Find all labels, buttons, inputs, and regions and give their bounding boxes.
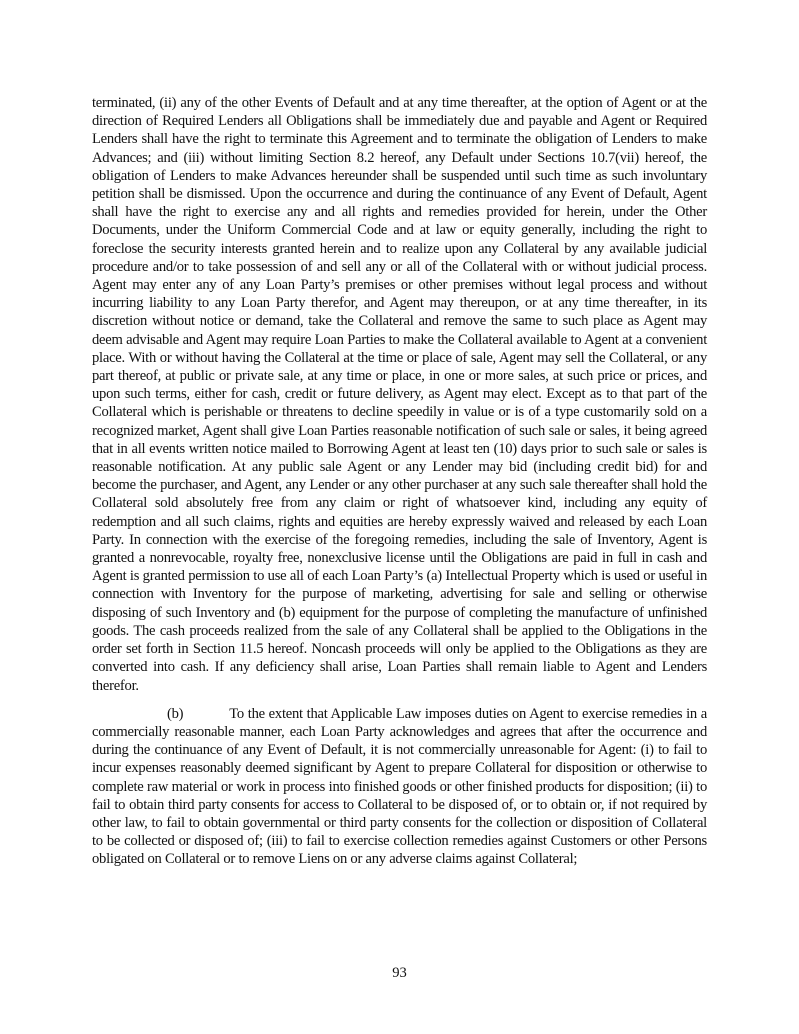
body-paragraph-1: terminated, (ii) any of the other Events of Default and at any time thereafter, at the option of Agent or at the direction of Required Lenders all Obligations shall be immediately due and payable and Agent or Required Lenders shall have the right to terminate this Agreement and to terminate the obligation of Lenders to make Advances; and (iii) without limiting Section 8.2 hereof, any Default under Sections 10.7(vii) hereof, the obligation of Lenders to make Advances hereunder shall be suspended until such time as such involuntary petition shall be dismissed. Upon the occurrence and during the continuance of any Event of Default, Agent shall have the right to exercise any and all rights and remedies provided for herein, under the Other Documents, under the Uniform Commercial Code and at law or equity generally, including the right to foreclose the security interests granted herein and to realize upon any Collateral by any available judicial procedure and/or to take possession of and sell any or all of the Collateral with or without judicial process. Agent may enter any of any Loan Party’s premises or other premises without legal process and without incurring liability to any Loan Party therefor, and Agent may thereupon, or at any time thereafter, in its discretion without notice or demand, take the Collateral and remove the same to such place as Agent may deem advisable and Agent may require Loan Parties to make the Collateral available to Agent at a convenient place. With or without having the Collateral at the time or place of sale, Agent may sell the Collateral, or any part thereof, at public or private sale, at any time or place, in one or more sales, at such price or prices, and upon such terms, either for cash, credit or future delivery, as Agent may elect. Except as to that part of the Collateral which is perishable or threatens to decline speedily in value or is of a type customarily sold on a recognized market, Agent shall give Loan Parties reasonable notification of such sale or sales, it being agreed that in all events written notice mailed to Borrowing Agent at least ten (10) days prior to such sale or sales is reasonable notification. At any public sale Agent or any Lender may bid (including credit bid) for and become the purchaser, and Agent, any Lender or any other purchaser at any such sale thereafter shall hold the Collateral sold absolutely free from any claim or right of whatsoever kind, including any equity of redemption and all such claims, rights and equities are hereby expressly waived and released by each Loan Party. In connection with the exercise of the foregoing remedies, including the sale of Inventory, Agent is granted a nonrevocable, royalty free, nonexclusive license until the Obligations are paid in full in cash and Agent is granted permission to use all of each Loan Party’s (a) Intellectual Property which is used or useful in connection with Inventory for the purpose of marketing, advertising for sale and selling or otherwise disposing of such Inventory and (b) equipment for the purpose of completing the manufacture of unfinished goods. The cash proceeds realized from the sale of any Collateral shall be applied to the Obligations in the order set forth in Section 11.5 hereof. Noncash proceeds will only be applied to the Obligations as they are converted into cash. If any deficiency shall arise, Loan Parties shall remain liable to Agent and Lenders therefor. [92,95,707,694]
paragraph-b-label: (b) [167,705,184,722]
page-number: 93 [392,965,407,981]
body-paragraph-2 [92,705,707,869]
paragraph-b-text: To the extent that Applicable Law imposes duties on Agent to exercise remedies in a commercially reasonable manner, each Loan Party acknowledges and agrees that after the occurrence and during the continuance of any Event of Default, it is not commercially unreasonable for Agent: (i) to fail to incur expenses reasonably deemed significant by Agent to prepare Collateral for disposition or otherwise to complete raw material or work in process into finished goods or other finished products for disposition; (ii) to fail to obtain third party consents for access to Collateral to be disposed of, or to obtain or, if not required by other law, to fail to obtain governmental or third party consents for the collection or disposition of Collateral to be collected or disposed of; (iii) to fail to exercise collection remedies against Customers or other Persons obligated on Collateral or to remove Liens on or any adverse claims against Collateral; [92,705,707,868]
page-body-text [92,94,707,869]
